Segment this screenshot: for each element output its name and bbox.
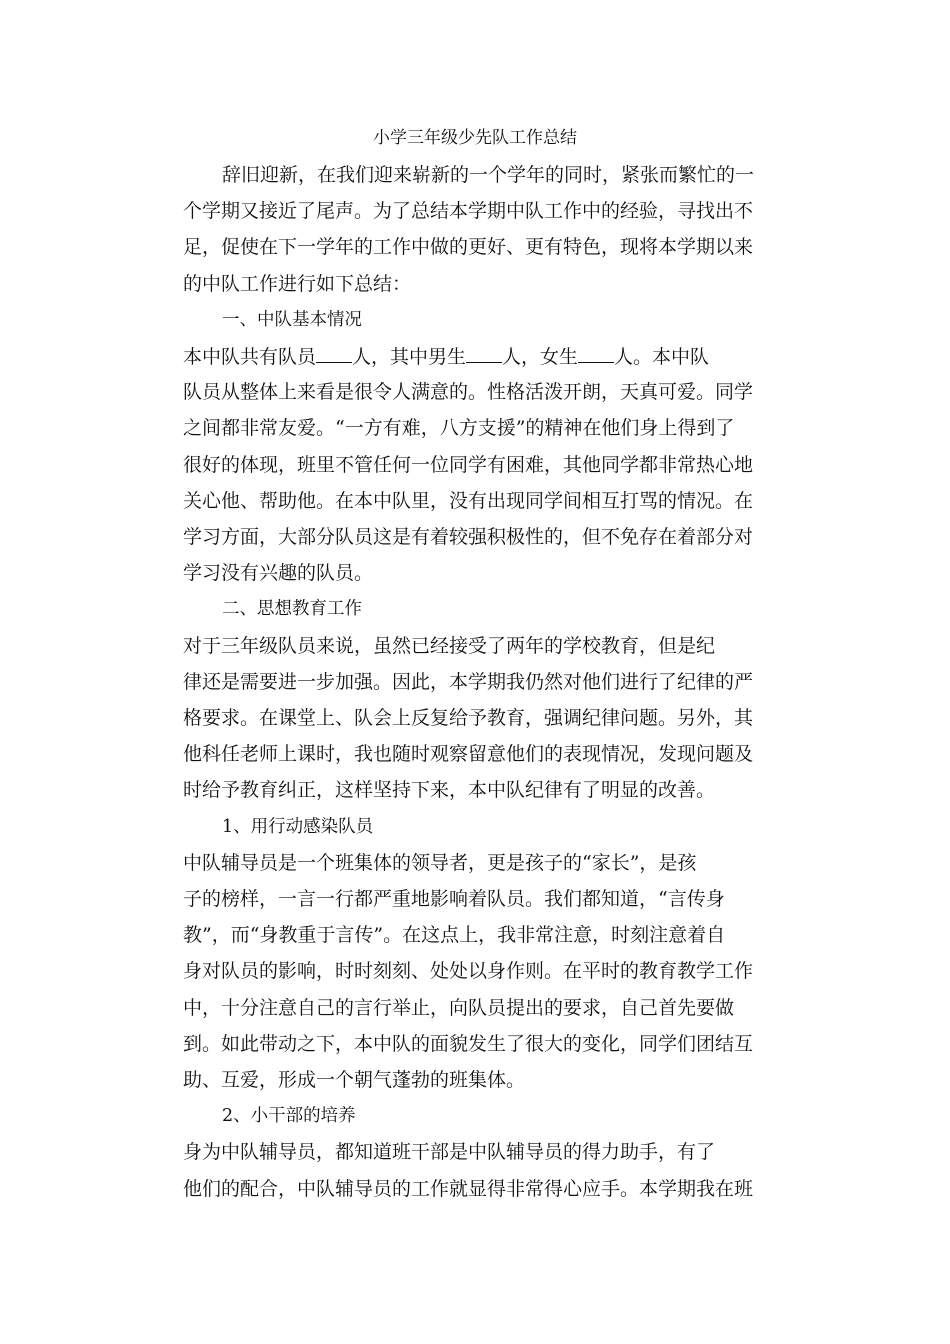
- fill-in-blank: [316, 344, 352, 363]
- paragraph-line: 他科任老师上课时，我也随时观察留意他们的表现情况，发现问题及: [183, 743, 754, 765]
- paragraph-line: 律还是需要进一步加强。因此，本学期我仍然对他们进行了纪律的严: [183, 671, 754, 693]
- paragraph-line: 个学期又接近了尾声。为了总结本学期中队工作中的经验，寻找出不: [183, 200, 754, 222]
- member-count-text: 人，女生: [502, 346, 579, 368]
- paragraph-line: 到。如此带动之下，本中队的面貌发生了很大的变化，同学们团结互: [183, 1033, 754, 1055]
- paragraph-line: 格要求。在课堂上、队会上反复给予教育，强调纪律问题。另外，其: [183, 707, 754, 729]
- paragraph-line: 很好的体现，班里不管任何一位同学有困难，其他同学都非常热心地: [183, 454, 754, 476]
- section-heading: 2、小干部的培养: [222, 1106, 356, 1126]
- paragraph-line: 他们的配合，中队辅导员的工作就显得非常得心应手。本学期我在班: [183, 1178, 754, 1200]
- member-count-line: [183, 344, 709, 369]
- paragraph-line: 学习方面，大部分队员这是有着较强积极性的，但不免存在着部分对: [183, 526, 754, 548]
- member-count-text: 人。本中队: [614, 346, 710, 368]
- paragraph-line: 身为中队辅导员，都知道班干部是中队辅导员的得力助手，有了: [183, 1141, 716, 1163]
- fill-in-blank: [466, 344, 502, 363]
- section-heading: 1、用行动感染队员: [222, 817, 374, 837]
- paragraph-line: 对于三年级队员来说，虽然已经接受了两年的学校教育，但是纪: [183, 635, 716, 657]
- paragraph-line: 中队辅导员是一个班集体的领导者，更是孩子的“家长”，是孩: [183, 852, 697, 874]
- paragraph-line: 关心他、帮助他。在本中队里，没有出现同学间相互打骂的情况。在: [183, 490, 754, 512]
- paragraph-line: 足，促使在下一学年的工作中做的更好、更有特色，现将本学期以来: [183, 236, 754, 258]
- paragraph-line: 学习没有兴趣的队员。: [183, 562, 374, 584]
- section-heading: 一、中队基本情况: [222, 310, 362, 330]
- paragraph-line: 中，十分注意自己的言行举止，向队员提出的要求，自己首先要做: [183, 997, 735, 1019]
- fill-in-blank: [578, 344, 614, 363]
- paragraph-line: 助、互爱，形成一个朝气蓬勃的班集体。: [183, 1069, 526, 1091]
- paragraph-line: 队员从整体上来看是很令人满意的。性格活泼开朗，天真可爱。同学: [183, 381, 754, 403]
- paragraph-line: 教”，而“身教重于言传”。在这点上，我非常注意，时刻注意着自: [183, 924, 726, 946]
- document-title: 小学三年级少先队工作总结: [373, 128, 577, 148]
- paragraph-line: 之间都非常友爱。“一方有难，八方支援”的精神在他们身上得到了: [183, 417, 735, 439]
- paragraph-line: 身对队员的影响，时时刻刻、处处以身作则。在平时的教育教学工作: [183, 960, 754, 982]
- paragraph-line: 时给予教育纠正，这样坚持下来，本中队纪律有了明显的改善。: [183, 779, 716, 801]
- paragraph-line: 辞旧迎新，在我们迎来崭新的一个学年的同时，紧张而繁忙的一: [222, 164, 755, 186]
- member-count-text: 本中队共有队员: [183, 346, 317, 368]
- section-heading: 二、思想教育工作: [222, 599, 362, 619]
- paragraph-line: 的中队工作进行如下总结：: [183, 273, 412, 295]
- member-count-text: 人，其中男生: [352, 346, 467, 368]
- paragraph-line: 子的榜样，一言一行都严重地影响着队员。我们都知道，“言传身: [183, 888, 725, 910]
